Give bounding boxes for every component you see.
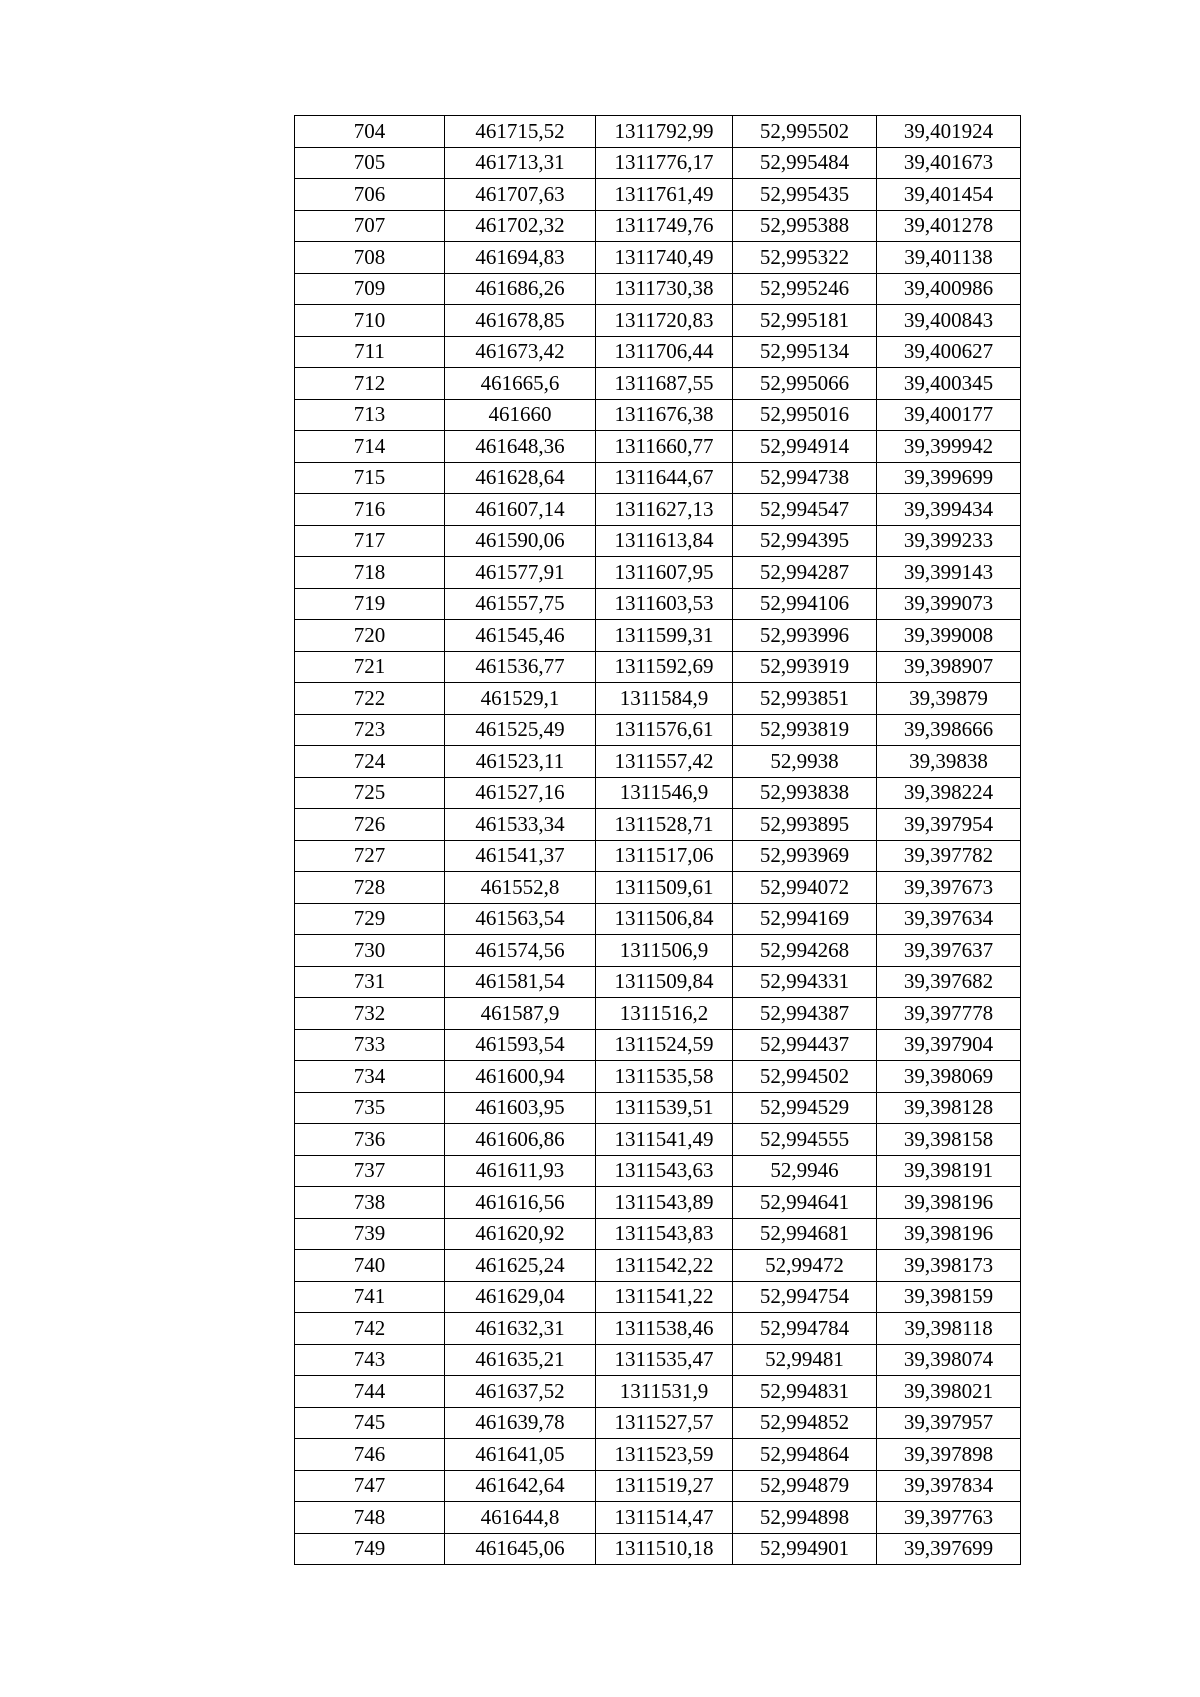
- table-row: [295, 809, 1021, 841]
- table-row: [295, 305, 1021, 337]
- x-coordinate-cell: 461707,63: [445, 179, 596, 211]
- table-row: [295, 525, 1021, 557]
- longitude-cell: 39,398159: [877, 1281, 1021, 1313]
- table-row: [295, 1187, 1021, 1219]
- table-row: [295, 746, 1021, 778]
- latitude-cell: 52,994831: [733, 1376, 877, 1408]
- latitude-cell: 52,994754: [733, 1281, 877, 1313]
- latitude-cell: 52,995246: [733, 273, 877, 305]
- longitude-cell: 39,398196: [877, 1187, 1021, 1219]
- y-coordinate-cell: 1311607,95: [596, 557, 733, 589]
- y-coordinate-cell: 1311523,59: [596, 1439, 733, 1471]
- y-coordinate-cell: 1311603,53: [596, 588, 733, 620]
- x-coordinate-cell: 461645,06: [445, 1533, 596, 1565]
- latitude-cell: 52,99472: [733, 1250, 877, 1282]
- longitude-cell: 39,399942: [877, 431, 1021, 463]
- y-coordinate-cell: 1311576,61: [596, 714, 733, 746]
- point-number-cell: 716: [295, 494, 445, 526]
- y-coordinate-cell: 1311627,13: [596, 494, 733, 526]
- table-row: [295, 651, 1021, 683]
- y-coordinate-cell: 1311509,84: [596, 966, 733, 998]
- table-row: [295, 1407, 1021, 1439]
- y-coordinate-cell: 1311687,55: [596, 368, 733, 400]
- x-coordinate-cell: 461557,75: [445, 588, 596, 620]
- y-coordinate-cell: 1311510,18: [596, 1533, 733, 1565]
- y-coordinate-cell: 1311538,46: [596, 1313, 733, 1345]
- x-coordinate-cell: 461637,52: [445, 1376, 596, 1408]
- x-coordinate-cell: 461715,52: [445, 116, 596, 148]
- longitude-cell: 39,398158: [877, 1124, 1021, 1156]
- point-number-cell: 745: [295, 1407, 445, 1439]
- table-row: [295, 1533, 1021, 1565]
- x-coordinate-cell: 461593,54: [445, 1029, 596, 1061]
- x-coordinate-cell: 461529,1: [445, 683, 596, 715]
- point-number-cell: 740: [295, 1250, 445, 1282]
- point-number-cell: 732: [295, 998, 445, 1030]
- point-number-cell: 741: [295, 1281, 445, 1313]
- x-coordinate-cell: 461527,16: [445, 777, 596, 809]
- longitude-cell: 39,398224: [877, 777, 1021, 809]
- latitude-cell: 52,995066: [733, 368, 877, 400]
- latitude-cell: 52,9946: [733, 1155, 877, 1187]
- point-number-cell: 731: [295, 966, 445, 998]
- longitude-cell: 39,397954: [877, 809, 1021, 841]
- x-coordinate-cell: 461616,56: [445, 1187, 596, 1219]
- y-coordinate-cell: 1311517,06: [596, 840, 733, 872]
- y-coordinate-cell: 1311535,58: [596, 1061, 733, 1093]
- latitude-cell: 52,993838: [733, 777, 877, 809]
- table-row: [295, 1281, 1021, 1313]
- table-row: [295, 179, 1021, 211]
- longitude-cell: 39,397699: [877, 1533, 1021, 1565]
- table-row: [295, 903, 1021, 935]
- longitude-cell: 39,398191: [877, 1155, 1021, 1187]
- latitude-cell: 52,994555: [733, 1124, 877, 1156]
- point-number-cell: 746: [295, 1439, 445, 1471]
- point-number-cell: 718: [295, 557, 445, 589]
- latitude-cell: 52,995181: [733, 305, 877, 337]
- table-row: [295, 242, 1021, 274]
- latitude-cell: 52,993851: [733, 683, 877, 715]
- table-row: [295, 714, 1021, 746]
- point-number-cell: 717: [295, 525, 445, 557]
- x-coordinate-cell: 461581,54: [445, 966, 596, 998]
- point-number-cell: 734: [295, 1061, 445, 1093]
- latitude-cell: 52,994287: [733, 557, 877, 589]
- longitude-cell: 39,398069: [877, 1061, 1021, 1093]
- longitude-cell: 39,399008: [877, 620, 1021, 652]
- longitude-cell: 39,398907: [877, 651, 1021, 683]
- longitude-cell: 39,397637: [877, 935, 1021, 967]
- point-number-cell: 712: [295, 368, 445, 400]
- table-row: [295, 1155, 1021, 1187]
- coordinates-table: [294, 115, 1021, 1565]
- longitude-cell: 39,401138: [877, 242, 1021, 274]
- x-coordinate-cell: 461600,94: [445, 1061, 596, 1093]
- x-coordinate-cell: 461607,14: [445, 494, 596, 526]
- table-row: [295, 116, 1021, 148]
- longitude-cell: 39,398118: [877, 1313, 1021, 1345]
- x-coordinate-cell: 461536,77: [445, 651, 596, 683]
- longitude-cell: 39,397834: [877, 1470, 1021, 1502]
- y-coordinate-cell: 1311543,89: [596, 1187, 733, 1219]
- latitude-cell: 52,994331: [733, 966, 877, 998]
- table-row: [295, 431, 1021, 463]
- y-coordinate-cell: 1311539,51: [596, 1092, 733, 1124]
- point-number-cell: 706: [295, 179, 445, 211]
- y-coordinate-cell: 1311535,47: [596, 1344, 733, 1376]
- latitude-cell: 52,993895: [733, 809, 877, 841]
- point-number-cell: 715: [295, 462, 445, 494]
- point-number-cell: 737: [295, 1155, 445, 1187]
- latitude-cell: 52,994502: [733, 1061, 877, 1093]
- x-coordinate-cell: 461603,95: [445, 1092, 596, 1124]
- x-coordinate-cell: 461713,31: [445, 147, 596, 179]
- y-coordinate-cell: 1311776,17: [596, 147, 733, 179]
- point-number-cell: 720: [295, 620, 445, 652]
- table-row: [295, 1029, 1021, 1061]
- y-coordinate-cell: 1311514,47: [596, 1502, 733, 1534]
- point-number-cell: 728: [295, 872, 445, 904]
- y-coordinate-cell: 1311506,84: [596, 903, 733, 935]
- point-number-cell: 719: [295, 588, 445, 620]
- longitude-cell: 39,397763: [877, 1502, 1021, 1534]
- y-coordinate-cell: 1311509,61: [596, 872, 733, 904]
- latitude-cell: 52,995016: [733, 399, 877, 431]
- point-number-cell: 704: [295, 116, 445, 148]
- latitude-cell: 52,993919: [733, 651, 877, 683]
- y-coordinate-cell: 1311546,9: [596, 777, 733, 809]
- latitude-cell: 52,994268: [733, 935, 877, 967]
- table-row: [295, 557, 1021, 589]
- latitude-cell: 52,994898: [733, 1502, 877, 1534]
- longitude-cell: 39,397957: [877, 1407, 1021, 1439]
- y-coordinate-cell: 1311524,59: [596, 1029, 733, 1061]
- point-number-cell: 747: [295, 1470, 445, 1502]
- latitude-cell: 52,994169: [733, 903, 877, 935]
- longitude-cell: 39,400345: [877, 368, 1021, 400]
- point-number-cell: 711: [295, 336, 445, 368]
- point-number-cell: 710: [295, 305, 445, 337]
- point-number-cell: 744: [295, 1376, 445, 1408]
- y-coordinate-cell: 1311792,99: [596, 116, 733, 148]
- x-coordinate-cell: 461525,49: [445, 714, 596, 746]
- point-number-cell: 714: [295, 431, 445, 463]
- table-row: [295, 1124, 1021, 1156]
- longitude-cell: 39,399434: [877, 494, 1021, 526]
- latitude-cell: 52,994641: [733, 1187, 877, 1219]
- y-coordinate-cell: 1311543,83: [596, 1218, 733, 1250]
- latitude-cell: 52,994784: [733, 1313, 877, 1345]
- y-coordinate-cell: 1311541,49: [596, 1124, 733, 1156]
- table-row: [295, 620, 1021, 652]
- x-coordinate-cell: 461665,6: [445, 368, 596, 400]
- longitude-cell: 39,400177: [877, 399, 1021, 431]
- table-row: [295, 683, 1021, 715]
- y-coordinate-cell: 1311599,31: [596, 620, 733, 652]
- y-coordinate-cell: 1311584,9: [596, 683, 733, 715]
- y-coordinate-cell: 1311720,83: [596, 305, 733, 337]
- y-coordinate-cell: 1311528,71: [596, 809, 733, 841]
- y-coordinate-cell: 1311644,67: [596, 462, 733, 494]
- table-row: [295, 840, 1021, 872]
- latitude-cell: 52,995435: [733, 179, 877, 211]
- point-number-cell: 725: [295, 777, 445, 809]
- latitude-cell: 52,994879: [733, 1470, 877, 1502]
- y-coordinate-cell: 1311706,44: [596, 336, 733, 368]
- longitude-cell: 39,401673: [877, 147, 1021, 179]
- y-coordinate-cell: 1311519,27: [596, 1470, 733, 1502]
- latitude-cell: 52,993969: [733, 840, 877, 872]
- table-row: [295, 1502, 1021, 1534]
- table-row: [295, 273, 1021, 305]
- longitude-cell: 39,397778: [877, 998, 1021, 1030]
- point-number-cell: 729: [295, 903, 445, 935]
- x-coordinate-cell: 461545,46: [445, 620, 596, 652]
- point-number-cell: 736: [295, 1124, 445, 1156]
- x-coordinate-cell: 461629,04: [445, 1281, 596, 1313]
- point-number-cell: 722: [295, 683, 445, 715]
- x-coordinate-cell: 461702,32: [445, 210, 596, 242]
- table-row: [295, 966, 1021, 998]
- longitude-cell: 39,397898: [877, 1439, 1021, 1471]
- point-number-cell: 748: [295, 1502, 445, 1534]
- y-coordinate-cell: 1311542,22: [596, 1250, 733, 1282]
- latitude-cell: 52,995388: [733, 210, 877, 242]
- longitude-cell: 39,399233: [877, 525, 1021, 557]
- longitude-cell: 39,399143: [877, 557, 1021, 589]
- longitude-cell: 39,398196: [877, 1218, 1021, 1250]
- longitude-cell: 39,398173: [877, 1250, 1021, 1282]
- point-number-cell: 735: [295, 1092, 445, 1124]
- y-coordinate-cell: 1311730,38: [596, 273, 733, 305]
- latitude-cell: 52,994437: [733, 1029, 877, 1061]
- table-row: [295, 399, 1021, 431]
- y-coordinate-cell: 1311749,76: [596, 210, 733, 242]
- x-coordinate-cell: 461673,42: [445, 336, 596, 368]
- y-coordinate-cell: 1311660,77: [596, 431, 733, 463]
- longitude-cell: 39,398128: [877, 1092, 1021, 1124]
- longitude-cell: 39,399073: [877, 588, 1021, 620]
- longitude-cell: 39,401454: [877, 179, 1021, 211]
- latitude-cell: 52,995484: [733, 147, 877, 179]
- table-row: [295, 1313, 1021, 1345]
- point-number-cell: 730: [295, 935, 445, 967]
- y-coordinate-cell: 1311761,49: [596, 179, 733, 211]
- table-row: [295, 210, 1021, 242]
- latitude-cell: 52,994914: [733, 431, 877, 463]
- latitude-cell: 52,994547: [733, 494, 877, 526]
- point-number-cell: 724: [295, 746, 445, 778]
- x-coordinate-cell: 461639,78: [445, 1407, 596, 1439]
- longitude-cell: 39,397782: [877, 840, 1021, 872]
- x-coordinate-cell: 461574,56: [445, 935, 596, 967]
- latitude-cell: 52,993996: [733, 620, 877, 652]
- longitude-cell: 39,401924: [877, 116, 1021, 148]
- table-row: [295, 1218, 1021, 1250]
- longitude-cell: 39,39838: [877, 746, 1021, 778]
- table-row: [295, 368, 1021, 400]
- point-number-cell: 723: [295, 714, 445, 746]
- x-coordinate-cell: 461541,37: [445, 840, 596, 872]
- table-row: [295, 494, 1021, 526]
- table-row: [295, 1376, 1021, 1408]
- latitude-cell: 52,994529: [733, 1092, 877, 1124]
- longitude-cell: 39,400627: [877, 336, 1021, 368]
- table-row: [295, 1061, 1021, 1093]
- latitude-cell: 52,994387: [733, 998, 877, 1030]
- latitude-cell: 52,994864: [733, 1439, 877, 1471]
- longitude-cell: 39,399699: [877, 462, 1021, 494]
- longitude-cell: 39,397634: [877, 903, 1021, 935]
- latitude-cell: 52,994901: [733, 1533, 877, 1565]
- x-coordinate-cell: 461606,86: [445, 1124, 596, 1156]
- latitude-cell: 52,995322: [733, 242, 877, 274]
- table-row: [295, 147, 1021, 179]
- latitude-cell: 52,994852: [733, 1407, 877, 1439]
- table-row: [295, 1344, 1021, 1376]
- x-coordinate-cell: 461686,26: [445, 273, 596, 305]
- point-number-cell: 707: [295, 210, 445, 242]
- point-number-cell: 713: [295, 399, 445, 431]
- y-coordinate-cell: 1311506,9: [596, 935, 733, 967]
- point-number-cell: 727: [295, 840, 445, 872]
- table-row: [295, 588, 1021, 620]
- x-coordinate-cell: 461694,83: [445, 242, 596, 274]
- y-coordinate-cell: 1311541,22: [596, 1281, 733, 1313]
- longitude-cell: 39,400986: [877, 273, 1021, 305]
- x-coordinate-cell: 461620,92: [445, 1218, 596, 1250]
- x-coordinate-cell: 461632,31: [445, 1313, 596, 1345]
- x-coordinate-cell: 461611,93: [445, 1155, 596, 1187]
- table-row: [295, 462, 1021, 494]
- y-coordinate-cell: 1311543,63: [596, 1155, 733, 1187]
- x-coordinate-cell: 461590,06: [445, 525, 596, 557]
- y-coordinate-cell: 1311527,57: [596, 1407, 733, 1439]
- x-coordinate-cell: 461642,64: [445, 1470, 596, 1502]
- x-coordinate-cell: 461577,91: [445, 557, 596, 589]
- point-number-cell: 705: [295, 147, 445, 179]
- y-coordinate-cell: 1311516,2: [596, 998, 733, 1030]
- x-coordinate-cell: 461641,05: [445, 1439, 596, 1471]
- y-coordinate-cell: 1311676,38: [596, 399, 733, 431]
- latitude-cell: 52,994395: [733, 525, 877, 557]
- point-number-cell: 749: [295, 1533, 445, 1565]
- longitude-cell: 39,397682: [877, 966, 1021, 998]
- latitude-cell: 52,994106: [733, 588, 877, 620]
- point-number-cell: 739: [295, 1218, 445, 1250]
- table-row: [295, 1092, 1021, 1124]
- table-row: [295, 336, 1021, 368]
- latitude-cell: 52,99481: [733, 1344, 877, 1376]
- longitude-cell: 39,398666: [877, 714, 1021, 746]
- x-coordinate-cell: 461648,36: [445, 431, 596, 463]
- latitude-cell: 52,995502: [733, 116, 877, 148]
- x-coordinate-cell: 461635,21: [445, 1344, 596, 1376]
- x-coordinate-cell: 461625,24: [445, 1250, 596, 1282]
- y-coordinate-cell: 1311613,84: [596, 525, 733, 557]
- longitude-cell: 39,397673: [877, 872, 1021, 904]
- longitude-cell: 39,39879: [877, 683, 1021, 715]
- x-coordinate-cell: 461563,54: [445, 903, 596, 935]
- point-number-cell: 743: [295, 1344, 445, 1376]
- x-coordinate-cell: 461552,8: [445, 872, 596, 904]
- latitude-cell: 52,994681: [733, 1218, 877, 1250]
- y-coordinate-cell: 1311592,69: [596, 651, 733, 683]
- x-coordinate-cell: 461660: [445, 399, 596, 431]
- point-number-cell: 742: [295, 1313, 445, 1345]
- x-coordinate-cell: 461587,9: [445, 998, 596, 1030]
- longitude-cell: 39,401278: [877, 210, 1021, 242]
- x-coordinate-cell: 461533,34: [445, 809, 596, 841]
- point-number-cell: 738: [295, 1187, 445, 1219]
- latitude-cell: 52,995134: [733, 336, 877, 368]
- table-row: [295, 1470, 1021, 1502]
- latitude-cell: 52,994072: [733, 872, 877, 904]
- y-coordinate-cell: 1311557,42: [596, 746, 733, 778]
- y-coordinate-cell: 1311531,9: [596, 1376, 733, 1408]
- table-row: [295, 872, 1021, 904]
- y-coordinate-cell: 1311740,49: [596, 242, 733, 274]
- table-row: [295, 1439, 1021, 1471]
- x-coordinate-cell: 461628,64: [445, 462, 596, 494]
- latitude-cell: 52,9938: [733, 746, 877, 778]
- x-coordinate-cell: 461644,8: [445, 1502, 596, 1534]
- longitude-cell: 39,398074: [877, 1344, 1021, 1376]
- table-row: [295, 998, 1021, 1030]
- coordinates-table-body: [295, 116, 1021, 1565]
- point-number-cell: 708: [295, 242, 445, 274]
- x-coordinate-cell: 461678,85: [445, 305, 596, 337]
- latitude-cell: 52,994738: [733, 462, 877, 494]
- point-number-cell: 726: [295, 809, 445, 841]
- table-row: [295, 1250, 1021, 1282]
- longitude-cell: 39,400843: [877, 305, 1021, 337]
- x-coordinate-cell: 461523,11: [445, 746, 596, 778]
- point-number-cell: 709: [295, 273, 445, 305]
- point-number-cell: 721: [295, 651, 445, 683]
- point-number-cell: 733: [295, 1029, 445, 1061]
- table-row: [295, 935, 1021, 967]
- longitude-cell: 39,397904: [877, 1029, 1021, 1061]
- longitude-cell: 39,398021: [877, 1376, 1021, 1408]
- latitude-cell: 52,993819: [733, 714, 877, 746]
- table-row: [295, 777, 1021, 809]
